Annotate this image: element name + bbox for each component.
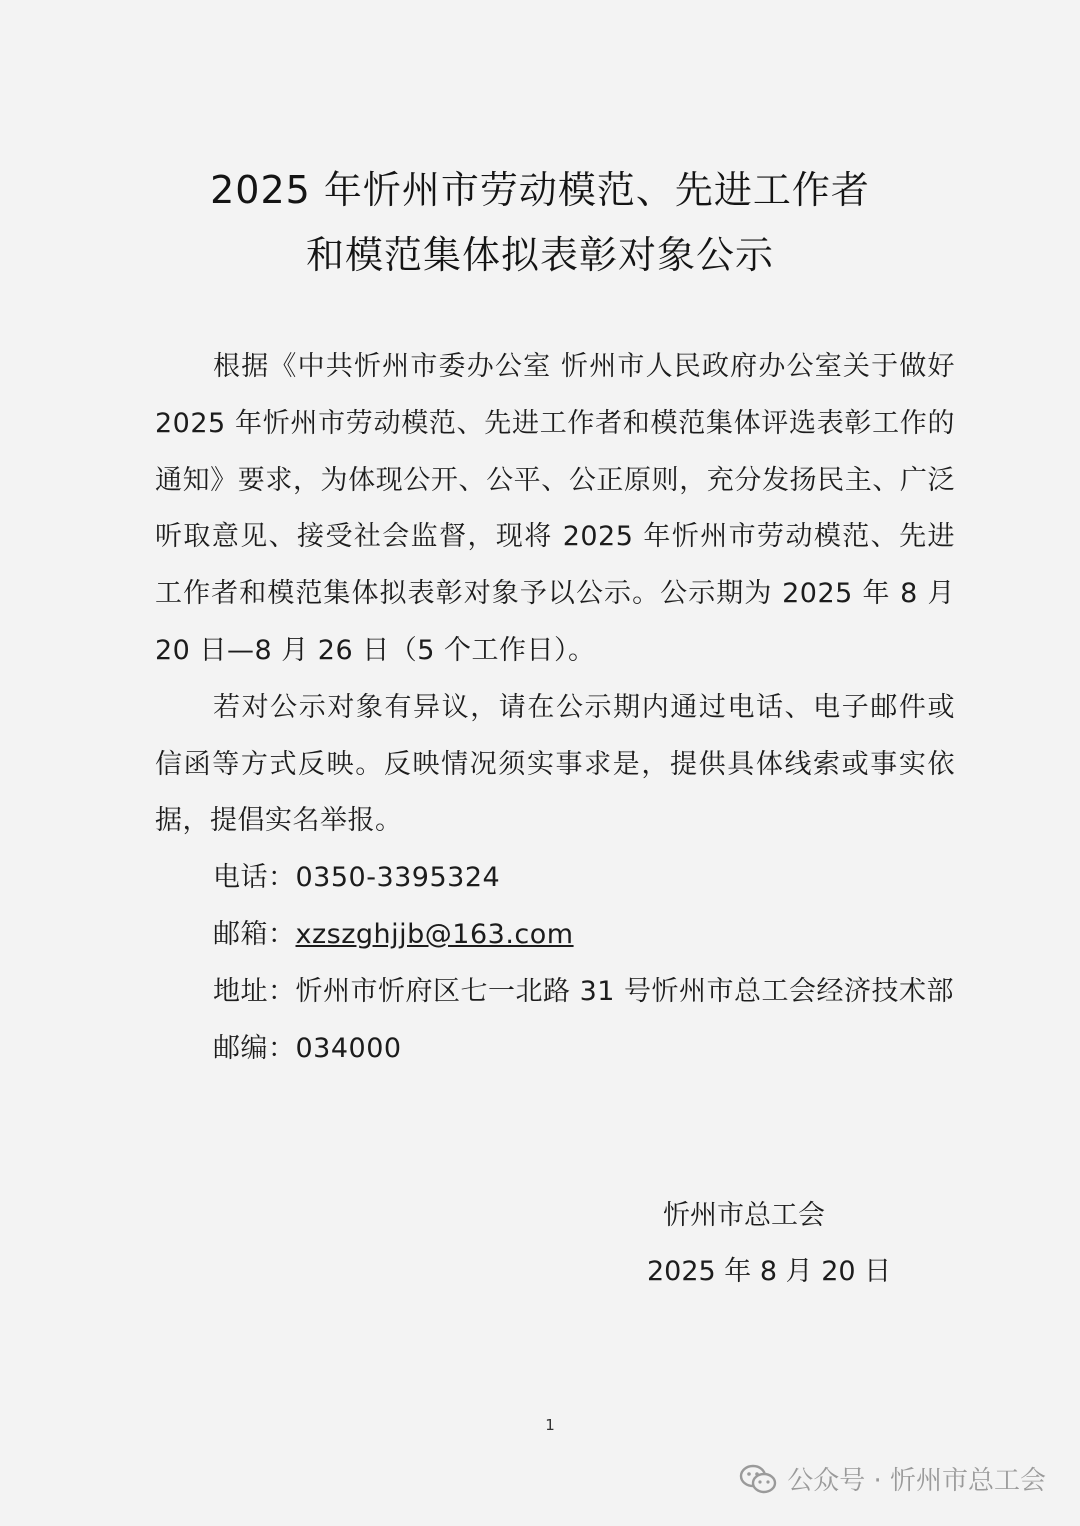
phone-number: 0350-3395324 bbox=[295, 862, 501, 894]
signature-date: 2025 年 8 月 20 日 bbox=[647, 1256, 892, 1287]
email-label: 邮箱： bbox=[213, 918, 296, 950]
watermark-text: 公众号 · 忻州市总工会 bbox=[787, 1466, 1046, 1496]
paragraph-notice: 根据《中共忻州市委办公室 忻州市人民政府办公室关于做好 2025 年忻州市劳动模范、先进工作者和模范集体评选表彰工作的通知》要求，为体现公开、公平、公正原则，充分发扬民主、广泛听取意见、接受社会监督，现将 2025 年忻州市劳动模范、先进工作者和模范集体拟表彰对象予以公示。公示期为 2025 年 8 月 20 日—8 月 26 日（5 个工作日）。 bbox=[155, 351, 955, 666]
address-label: 地址： bbox=[213, 975, 296, 1007]
document-title-line-2: 和模范集体拟表彰对象公示 bbox=[305, 233, 774, 277]
paragraph-objection: 若对公示对象有异议，请在公示期内通过电话、电子邮件或信函等方式反映。反映情况须实事求是，提供具体线索或事实依据，提倡实名举报。 bbox=[155, 691, 955, 837]
postcode-label: 邮编： bbox=[213, 1032, 296, 1064]
email-link[interactable]: xzszghjjb@163.com bbox=[295, 918, 574, 950]
watermark bbox=[739, 1460, 1046, 1497]
address-value: 忻州市忻府区七一北路 31 号忻州市总工会经济技术部 bbox=[295, 975, 955, 1007]
contact-postcode bbox=[155, 1021, 955, 1078]
contact-address bbox=[155, 964, 955, 1021]
contact-email bbox=[155, 907, 955, 964]
document-title-line-1: 2025 年忻州市劳动模范、先进工作者 bbox=[210, 168, 870, 212]
contact-phone bbox=[155, 850, 955, 907]
postcode-value: 034000 bbox=[295, 1032, 402, 1064]
wechat-icon bbox=[739, 1463, 777, 1495]
page-number: 1 bbox=[545, 1416, 555, 1434]
phone-label: 电话： bbox=[213, 862, 296, 894]
document-body bbox=[155, 339, 955, 1077]
signature-org: 忻州市总工会 bbox=[663, 1200, 825, 1231]
